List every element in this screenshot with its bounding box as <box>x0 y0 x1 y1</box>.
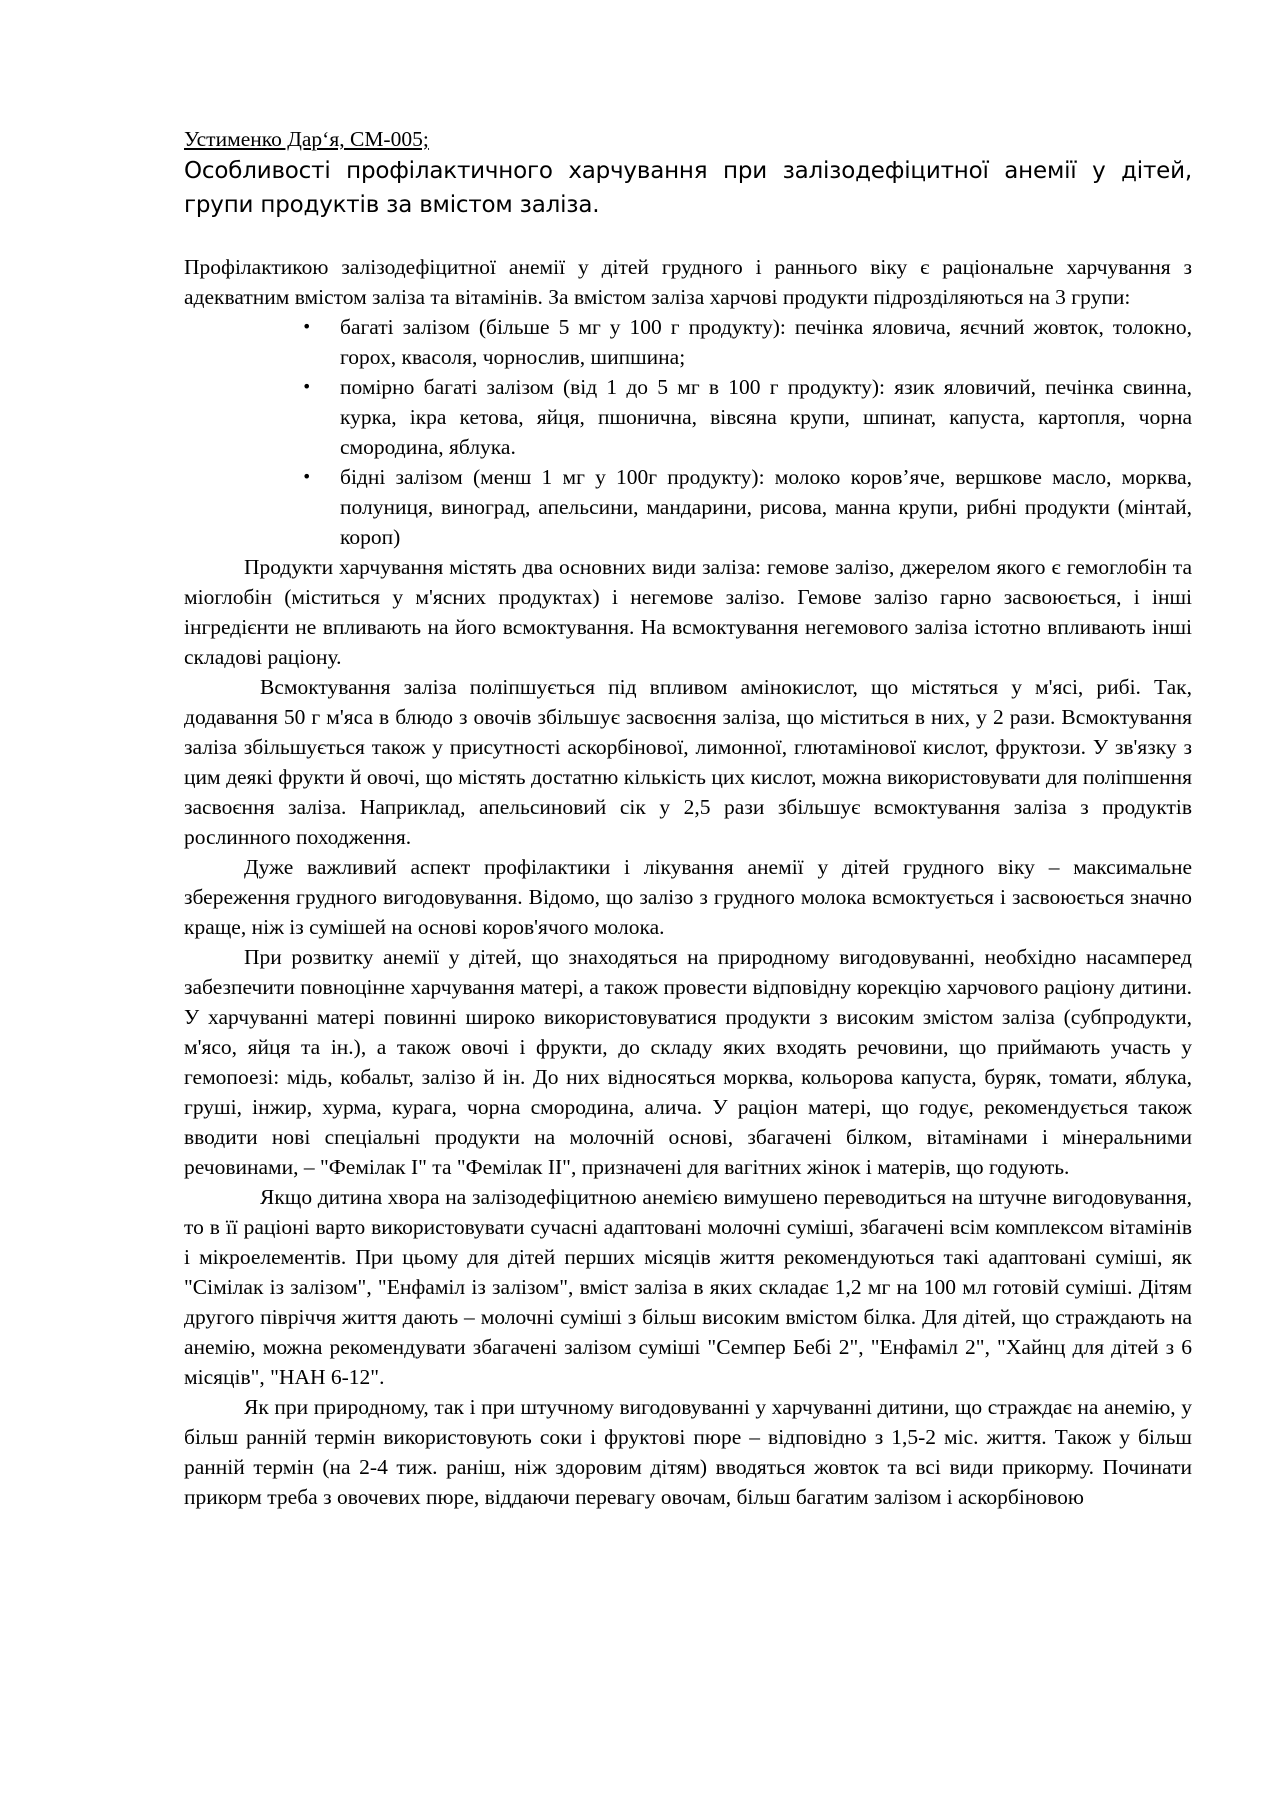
list-item <box>302 312 1192 372</box>
group-poor: бідні залізом (менш 1 мг у 100г продукту): молоко коров’яче, вершкове масло, морква, полуниця, виноград, апельсини, мандарини, рисова, манна крупи, рибні продукти (мінтай, короп) <box>340 465 1192 549</box>
paragraph-natural-feeding: При розвитку анемії у дітей, що знаходяться на природному вигодовуванні, необхідно насамперед забезпечити повноцінне харчування матері, а також провести відповідну корекцію харчового раціону дитини. У харчуванні матері повинні широко використовуватися продукти з високим змістом заліза (субпродукти, м'ясо, яйця та ін.), а також овочі і фрукти, до складу яких входять речовини, що приймають участь у гемопоезі: мідь, кобальт, залізо й ін. До них відносяться морква, кольорова капуста, буряк, томати, яблука, груші, інжир, хурма, курага, чорна смородина, алича. У раціон матері, що годує, рекомендується також вводити нові спеціальні продукти на молочній основі, збагачені білком, вітамінами і мінеральними речовинами, – "Фемілак І" та "Фемілак ІІ", призначені для вагітних жінок і матерів, що годують. <box>184 945 1192 1179</box>
bullet-icon: • <box>302 377 312 396</box>
document-title: Особливості профілактичного харчування при залізодефіцитної анемії у дітей, групи продуктів за вмістом заліза. <box>184 158 1192 218</box>
document-page <box>184 124 1192 1512</box>
paragraph-breastfeeding: Дуже важливий аспект профілактики і лікування анемії у дітей грудного віку – максимальне збереження грудного вигодовування. Відомо, що залізо з грудного молока всмоктується і засвоюється значно краще, ніж із сумішей на основі коров'ячого молока. <box>184 855 1192 939</box>
group-rich: багаті залізом (більше 5 мг у 100 г продукту): печінка яловича, яєчний жовток, толокно, горох, квасоля, чорнослив, шипшина; <box>340 315 1192 369</box>
paragraph-complementary-food: Як при природному, так і при штучному вигодовуванні у харчуванні дитини, що страждає на анемію, у більш ранній термін використовують соки і фруктові пюре – відповідно з 1,5-2 міс. життя. Також у більш ранній термін (на 2-4 тиж. раніш, ніж здоровим дітям) вводяться жовток та всі види прикорму. Починати прикорм треба з овочевих пюре, віддаючи перевагу овочам, більш багатим залізом і аскорбіновою <box>184 1395 1192 1509</box>
paragraph-absorption: Всмоктування заліза поліпшується під впливом амінокислот, що містяться у м'ясі, рибі. Так, додавання 50 г м'яса в блюдо з овочів збільшує засвоєння заліза, що міститься в них, у 2 рази. Всмоктування заліза збільшується також у присутності аскорбінової, лимонної, глютамінової кислот, фруктози. У зв'язку з цим деякі фрукти й овочі, що містять достатню кількість цих кислот, можна використовувати для поліпшення засвоєння заліза. Наприклад, апельсиновий сік у 2,5 рази збільшує всмоктування заліза з продуктів рослинного походження. <box>184 675 1192 849</box>
list-item <box>302 372 1192 462</box>
author-line: Устименко Дар‘я, СМ-005; <box>184 127 429 151</box>
intro-paragraph: Профілактикою залізодефіцитної анемії у дітей грудного і раннього віку є раціональне харчування з адекватним вмістом заліза та вітамінів. За вмістом заліза харчові продукти підрозділяються на 3 групи: <box>184 255 1192 309</box>
bullet-icon: • <box>302 317 312 336</box>
list-item <box>302 462 1192 552</box>
iron-groups-list <box>184 312 1192 552</box>
paragraph-heme-iron: Продукти харчування містять два основних види заліза: гемове залізо, джерелом якого є гемоглобін та міоглобін (міститься у м'ясних продуктах) і негемове залізо. Гемове залізо гарно засвоюється, і інші інгредієнти не впливають на його всмоктування. На всмоктування негемового заліза істотно впливають інші складові раціону. <box>184 555 1192 669</box>
paragraph-artificial-feeding: Якщо дитина хвора на залізодефіцитною анемією вимушено переводиться на штучне вигодовування, то в її раціоні варто використовувати сучасні адаптовані молочні суміші, збагачені всім комплексом вітамінів і мікроелементів. При цьому для дітей перших місяців життя рекомендуються такі адаптовані суміші, як "Сімілак із залізом", "Енфаміл із залізом", вміст заліза в яких складає 1,2 мг на 100 мл готовій суміші. Дітям другого півріччя життя дають – молочні суміші з більш високим вмістом білка. Для дітей, що страждають на анемію, можна рекомендувати збагачені залізом суміші "Семпер Бебі 2", "Енфаміл 2", "Хайнц для дітей з 6 місяців", "НАН 6-12". <box>184 1185 1192 1389</box>
blank-line <box>184 222 1192 252</box>
bullet-icon: • <box>302 467 312 486</box>
group-moderate: помірно багаті залізом (від 1 до 5 мг в 100 г продукту): язик яловичий, печінка свинна, курка, ікра кетова, яйця, пшонична, вівсяна крупи, шпинат, капуста, картопля, чорна смородина, яблука. <box>340 375 1192 459</box>
